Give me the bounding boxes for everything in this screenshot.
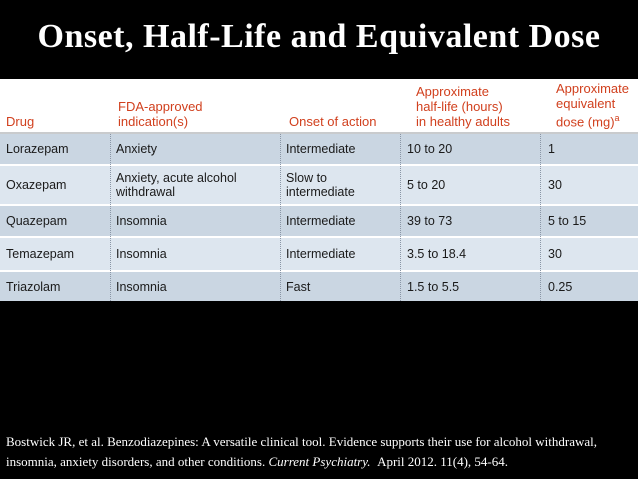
header-half-life-line1: Approximate	[416, 84, 489, 99]
header-dose-line3-text: dose (mg)	[556, 114, 615, 129]
table-row	[0, 238, 638, 272]
cell-onset: Intermediate	[286, 142, 356, 156]
cell-onset: Intermediate	[286, 214, 356, 228]
header-half-life-line3: in healthy adults	[416, 114, 510, 129]
citation-text: Bostwick JR, et al. Benzodiazepines: A versatile clinical tool. Evidence supports their use for alcohol withdrawal, insomnia, anxiety disorders, and other conditions.	[6, 434, 597, 469]
cell-half-life: 1.5 to 5.5	[407, 279, 460, 294]
header-indication	[118, 99, 203, 129]
cell-dose: 5 to 15	[548, 214, 587, 228]
header-dose-line2: equivalent	[556, 95, 616, 111]
header-dose-superscript: a	[614, 112, 620, 123]
cell-indication: Insomnia	[116, 214, 167, 228]
citation-journal: Current Psychiatry.	[268, 454, 371, 469]
cell-indication: Anxiety	[116, 142, 157, 156]
cell-onset: Slow to intermediate	[286, 171, 355, 199]
cell-half-life: 10 to 20	[407, 142, 453, 156]
cell-dose: 1	[548, 142, 555, 156]
cell-drug: Temazepam	[6, 247, 75, 261]
header-half-life-line2: half-life (hours)	[416, 99, 503, 114]
header-onset: Onset of action	[289, 114, 377, 129]
header-half-life	[416, 84, 510, 129]
cell-onset: Intermediate	[286, 247, 356, 261]
cell-drug: Triazolam	[6, 279, 61, 294]
header-drug: Drug	[6, 114, 35, 129]
header-dose	[556, 81, 629, 129]
cell-dose: 30	[548, 178, 562, 192]
column-divider	[280, 134, 281, 301]
header-dose-line1: Approximate	[556, 80, 629, 96]
column-divider	[110, 134, 111, 301]
table-header	[0, 79, 638, 132]
cell-dose: 0.25	[548, 279, 573, 294]
table-row	[0, 272, 638, 301]
header-dose-line3	[556, 111, 629, 129]
cell-indication: Insomnia	[116, 247, 167, 261]
cell-half-life: 39 to 73	[407, 214, 453, 228]
header-indication-line2: indication(s)	[118, 114, 189, 129]
cell-drug: Quazepam	[6, 214, 68, 228]
cell-onset: Fast	[286, 279, 311, 294]
cell-indication: Insomnia	[116, 279, 167, 294]
citation-date: April 2012. 11(4), 54-64.	[377, 454, 509, 469]
benzodiazepine-table	[0, 79, 638, 301]
table-row	[0, 206, 638, 238]
slide-title: Onset, Half-Life and Equivalent Dose	[37, 18, 601, 55]
cell-half-life: 3.5 to 18.4	[407, 247, 467, 261]
cell-drug: Oxazepam	[6, 178, 67, 192]
cell-drug: Lorazepam	[6, 142, 69, 156]
column-divider	[400, 134, 401, 301]
table-row	[0, 166, 638, 206]
cell-dose: 30	[548, 247, 562, 261]
cell-half-life: 5 to 20	[407, 178, 446, 192]
table-row	[0, 134, 638, 166]
header-indication-line1: FDA-approved	[118, 99, 203, 114]
cell-indication: Anxiety, acute alcohol withdrawal	[116, 171, 237, 199]
column-divider	[540, 134, 541, 301]
citation	[6, 432, 636, 472]
